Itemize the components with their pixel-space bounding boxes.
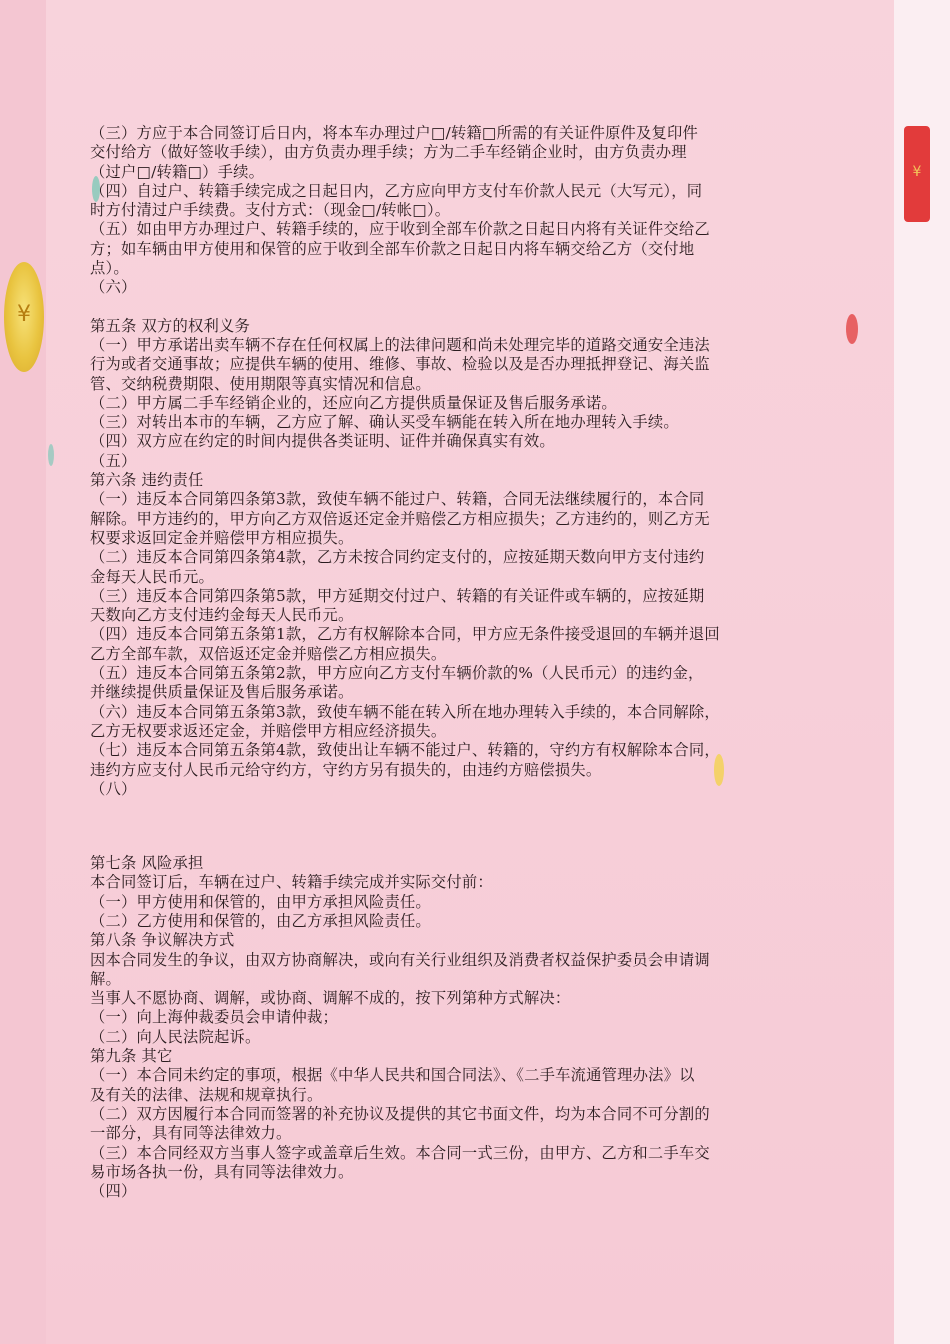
text-line: 因本合同发生的争议，由双方协商解决，或向有关行业组织及消费者权益保护委员会申请调 bbox=[90, 950, 710, 969]
text-line: 点）。 bbox=[90, 259, 129, 278]
left-edge bbox=[0, 0, 46, 1344]
text-line: （一）本合同未约定的事项，根据《中华人民共和国合同法》、《二手车流通管理办法》以 bbox=[90, 1066, 695, 1085]
text-line: （八） bbox=[90, 779, 137, 798]
text-line: 金每天人民币元。 bbox=[90, 567, 214, 586]
text-line: 管、交纳税费期限、使用期限等真实情况和信息。 bbox=[90, 374, 431, 393]
text-line: （过户□/转籍□）手续。 bbox=[90, 162, 265, 181]
text-line: 解。 bbox=[90, 969, 121, 988]
decor-dot-teal-2 bbox=[48, 444, 54, 466]
text-line: 一部分，具有同等法律效力。 bbox=[90, 1124, 292, 1143]
text-line: （四）违反本合同第五条第1款，乙方有权解除本合同，甲方应无条件接受退回的车辆并退回 bbox=[90, 625, 720, 644]
text-line: 第九条 其它 bbox=[90, 1047, 173, 1066]
text-line: （一）向上海仲裁委员会申请仲裁； bbox=[90, 1008, 338, 1027]
text-line: （四）自过户、转籍手续完成之日起日内，乙方应向甲方支付车价款人民元（大写元），同 bbox=[90, 181, 703, 200]
text-line: （二）违反本合同第四条第4款，乙方未按合同约定支付的，应按延期天数向甲方支付违约 bbox=[90, 548, 705, 567]
text-line: 天数向乙方支付违约金每天人民币元。 bbox=[90, 606, 354, 625]
red-envelope-icon: ¥ bbox=[904, 126, 930, 222]
text-line: 第六条 违约责任 bbox=[90, 471, 204, 490]
text-line: （一）甲方使用和保管的，由甲方承担风险责任。 bbox=[90, 892, 431, 911]
text-line: （五）违反本合同第五条第2款，甲方应向乙方支付车辆价款的%（人民币元）的违约金， bbox=[90, 664, 704, 683]
contract-text bbox=[90, 124, 870, 1201]
text-line: 第七条 风险承担 bbox=[90, 854, 204, 873]
text-line: （三）对转出本市的车辆，乙方应了解、确认买受车辆能在转入所在地办理转入手续。 bbox=[90, 413, 679, 432]
text-line: （四） bbox=[90, 1182, 137, 1201]
text-line: （五） bbox=[90, 451, 137, 470]
text-line: （二）双方因履行本合同而签署的补充协议及提供的其它书面文件，均为本合同不可分割的 bbox=[90, 1104, 710, 1123]
text-line: （三）违反本合同第四条第5款，甲方延期交付过户、转籍的有关证件或车辆的，应按延期 bbox=[90, 586, 705, 605]
text-line: （一）违反本合同第四条第3款，致使车辆不能过户、转籍，合同无法继续履行的，本合同 bbox=[90, 490, 705, 509]
text-line: 方；如车辆由甲方使用和保管的应于收到全部车价款之日起日内将车辆交给乙方（交付地 bbox=[90, 239, 695, 258]
blank-line bbox=[90, 298, 870, 317]
text-line: 解除。甲方违约的，甲方向乙方双倍返还定金并赔偿乙方相应损失；乙方违约的，则乙方无 bbox=[90, 509, 710, 528]
text-line: （二）向人民法院起诉。 bbox=[90, 1027, 261, 1046]
text-line: 时方付清过户手续费。支付方式：（现金□/转帐□）。 bbox=[90, 201, 451, 220]
text-line: （六）违反本合同第五条第3款，致使车辆不能在转入所在地办理转入手续的，本合同解除， bbox=[90, 702, 720, 721]
gold-coin-icon: ¥ bbox=[4, 262, 44, 372]
text-line: （五）如由甲方办理过户、转籍手续的，应于收到全部车价款之日起日内将有关证件交给乙 bbox=[90, 220, 710, 239]
text-line: 交付给方（做好签收手续），由方负责办理手续；方为二手车经销企业时，由方负责办理 bbox=[90, 143, 687, 162]
text-line: （二）甲方属二手车经销企业的，还应向乙方提供质量保证及售后服务承诺。 bbox=[90, 393, 617, 412]
text-line: （六） bbox=[90, 278, 137, 297]
text-line: 第五条 双方的权利义务 bbox=[90, 316, 251, 335]
text-line: 乙方全部车款，双倍返还定金并赔偿乙方相应损失。 bbox=[90, 644, 447, 663]
text-line: （三）方应于本合同签订后日内，将本车办理过户□/转籍□所需的有关证件原件及复印件 bbox=[90, 124, 699, 142]
text-line: 乙方无权要求返还定金，并赔偿甲方相应经济损失。 bbox=[90, 721, 447, 740]
text-line: （七）违反本合同第五条第4款，致使出让车辆不能过户、转籍的，守约方有权解除本合同， bbox=[90, 741, 720, 760]
text-line: 行为或者交通事故；应提供车辆的使用、维修、事故、检验以及是否办理抵押登记、海关监 bbox=[90, 355, 710, 374]
text-line: 本合同签订后，车辆在过户、转籍手续完成并实际交付前： bbox=[90, 873, 493, 892]
text-line: （三）本合同经双方当事人签字或盖章后生效。本合同一式三份，由甲方、乙方和二手车交 bbox=[90, 1143, 710, 1162]
text-line: （二）乙方使用和保管的，由乙方承担风险责任。 bbox=[90, 911, 431, 930]
text-line: 权要求返回定金并赔偿甲方相应损失。 bbox=[90, 528, 354, 547]
text-line: （四）双方应在约定的时间内提供各类证明、证件并确保真实有效。 bbox=[90, 432, 555, 451]
blank-line bbox=[90, 799, 870, 854]
text-line: 违约方应支付人民币元给守约方，守约方另有损失的，由违约方赔偿损失。 bbox=[90, 760, 602, 779]
text-line: 易市场各执一份，具有同等法律效力。 bbox=[90, 1162, 354, 1181]
text-line: （一）甲方承诺出卖车辆不存在任何权属上的法律问题和尚未处理完毕的道路交通安全违法 bbox=[90, 335, 710, 354]
text-line: 第八条 争议解决方式 bbox=[90, 931, 235, 950]
text-line: 并继续提供质量保证及售后服务承诺。 bbox=[90, 683, 354, 702]
text-line: 当事人不愿协商、调解，或协商、调解不成的，按下列第种方式解决： bbox=[90, 989, 571, 1008]
text-line: 及有关的法律、法规和规章执行。 bbox=[90, 1085, 323, 1104]
